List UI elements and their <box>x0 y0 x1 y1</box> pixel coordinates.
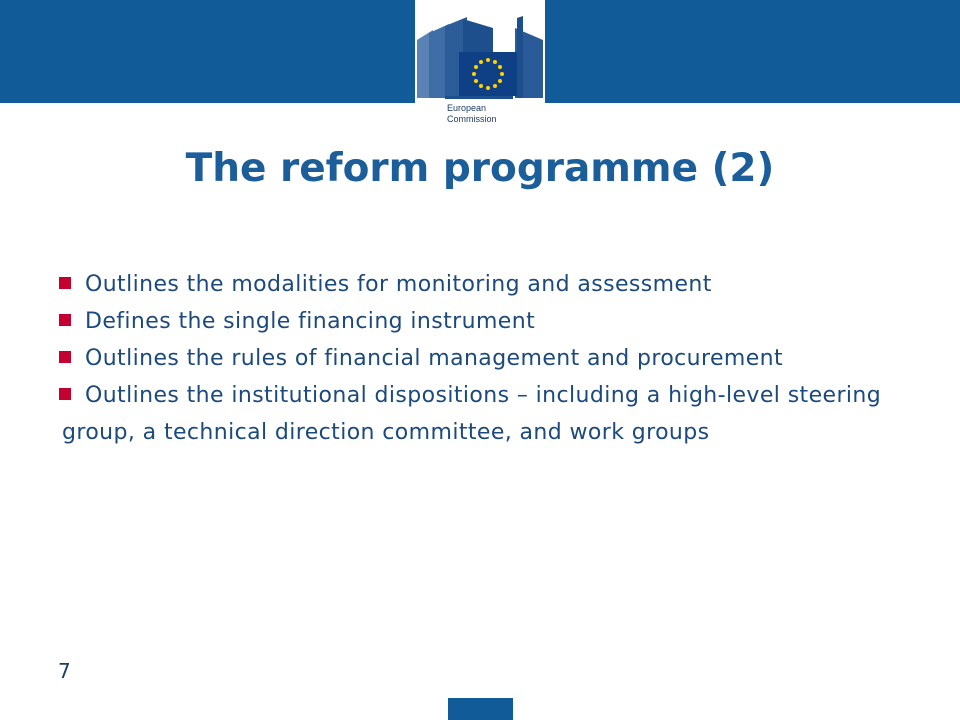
bullet-text: Defines the single financing instrument <box>85 309 536 334</box>
page-number: 7 <box>58 659 71 683</box>
bullet-square-icon <box>59 388 71 400</box>
bullet-square-icon <box>59 314 71 326</box>
bullet-item <box>62 266 917 303</box>
bullet-text: Outlines the rules of financial management and procurement <box>85 346 784 371</box>
commission-building-icon <box>415 0 545 100</box>
bullet-square-icon <box>59 351 71 363</box>
bullet-text: Outlines the modalities for monitoring and assessment <box>85 272 712 297</box>
bullet-list <box>62 266 917 451</box>
logo-text-european: European <box>447 103 487 113</box>
logo-text-commission: Commission <box>447 114 497 124</box>
footer-tab <box>448 698 513 720</box>
bullet-item <box>62 340 917 377</box>
bullet-item <box>62 303 917 340</box>
european-commission-logo <box>415 0 545 132</box>
bullet-square-icon <box>59 277 71 289</box>
bullet-text: Outlines the institutional dispositions – including a high-level steering group, a technical direction committee, and work groups <box>62 383 882 445</box>
bullet-item <box>62 377 917 451</box>
slide-title: The reform programme (2) <box>185 146 775 191</box>
